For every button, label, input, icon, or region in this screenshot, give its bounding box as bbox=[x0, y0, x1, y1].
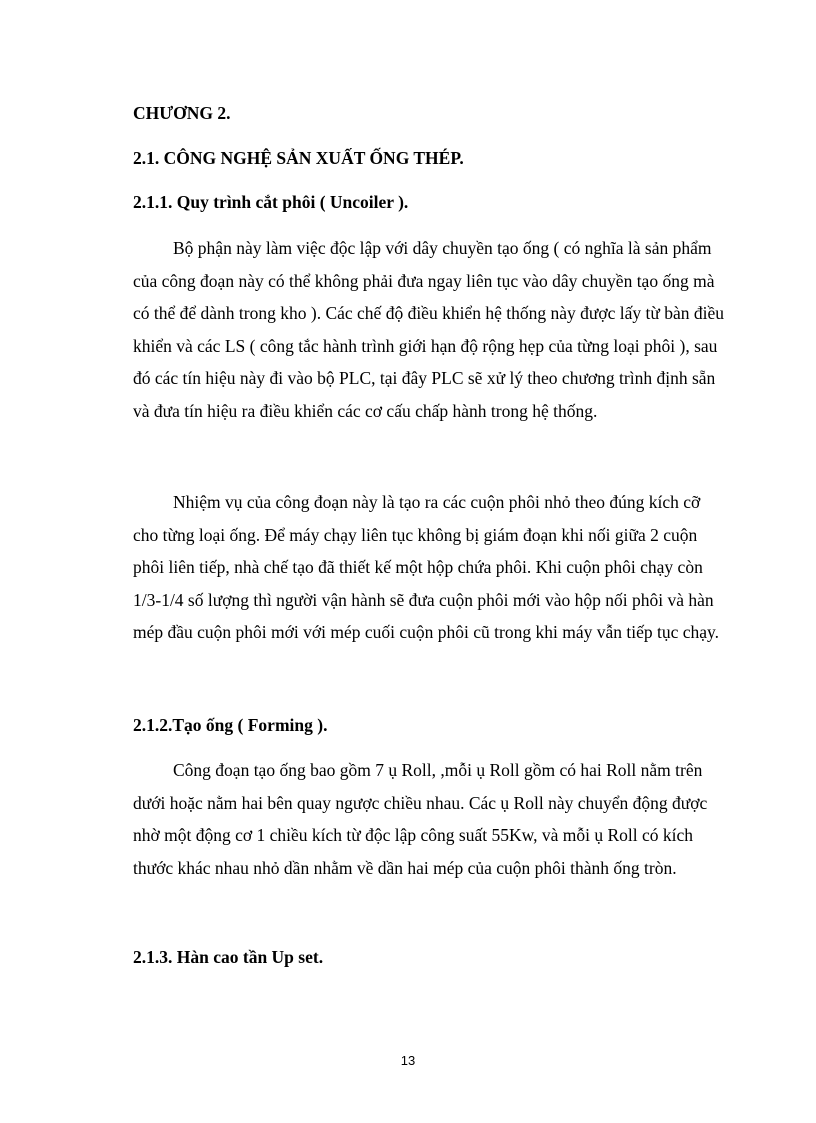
page-number: 13 bbox=[400, 1053, 416, 1068]
subsection-3-title: 2.1.3. Hàn cao tần Up set. bbox=[133, 947, 324, 967]
subsection-1-title: 2.1.1. Quy trình cắt phôi ( Uncoiler ). bbox=[133, 192, 409, 212]
subsection-2-paragraph-1: Công đoạn tạo ống bao gồm 7 ụ Roll, ,mỗi ụ Roll gồm có hai Roll nằm trên dưới hoặc nằm hai bên quay ngược chiều nhau. Các ụ Roll này chuyển động được nhờ một động cơ 1 chiều kích từ độc lập công suất 55Kw, và mỗi ụ Roll có kích thước khác nhau nhỏ dần nhằm về dần hai mép của cuộn phôi thành ống tròn. bbox=[133, 760, 708, 878]
section-title: 2.1. CÔNG NGHỆ SẢN XUẤT ỐNG THÉP. bbox=[133, 148, 464, 168]
subsection-2-title: 2.1.2.Tạo ống ( Forming ). bbox=[133, 715, 328, 735]
subsection-1-paragraph-2: Nhiệm vụ của công đoạn này là tạo ra các cuộn phôi nhỏ theo đúng kích cỡ cho từng loại ống. Để máy chạy liên tục không bị giám đoạn khi nối giữa 2 cuộn phôi liên tiếp, nhà chế tạo đã thiết kế một hộp chứa phôi. Khi cuộn phôi chạy còn 1/3-1/4 số lượng thì người vận hành sẽ đưa cuộn phôi mới vào hộp nối phôi và hàn mép đầu cuộn phôi mới với mép cuối cuộn phôi cũ trong khi máy vẫn tiếp tục chạy. bbox=[133, 492, 719, 643]
subsection-1-paragraph-1: Bộ phận này làm việc độc lập với dây chuyền tạo ống ( có nghĩa là sản phẩm của công đoạn này có thể không phải đưa ngay liên tục vào dây chuyền tạo ống mà có thể để dành trong kho ). Các chế độ điều khiển hệ thống này được lấy từ bàn điều khiển và các LS ( công tắc hành trình giới hạn độ rộng hẹp của từng loại phôi ), sau đó các tín hiệu này đi vào bộ PLC, tại đây PLC sẽ xử lý theo chương trình định sẵn và đưa tín hiệu ra điều khiển các cơ cấu chấp hành trong hệ thống. bbox=[133, 238, 724, 421]
chapter-title: CHƯƠNG 2. bbox=[133, 103, 231, 123]
